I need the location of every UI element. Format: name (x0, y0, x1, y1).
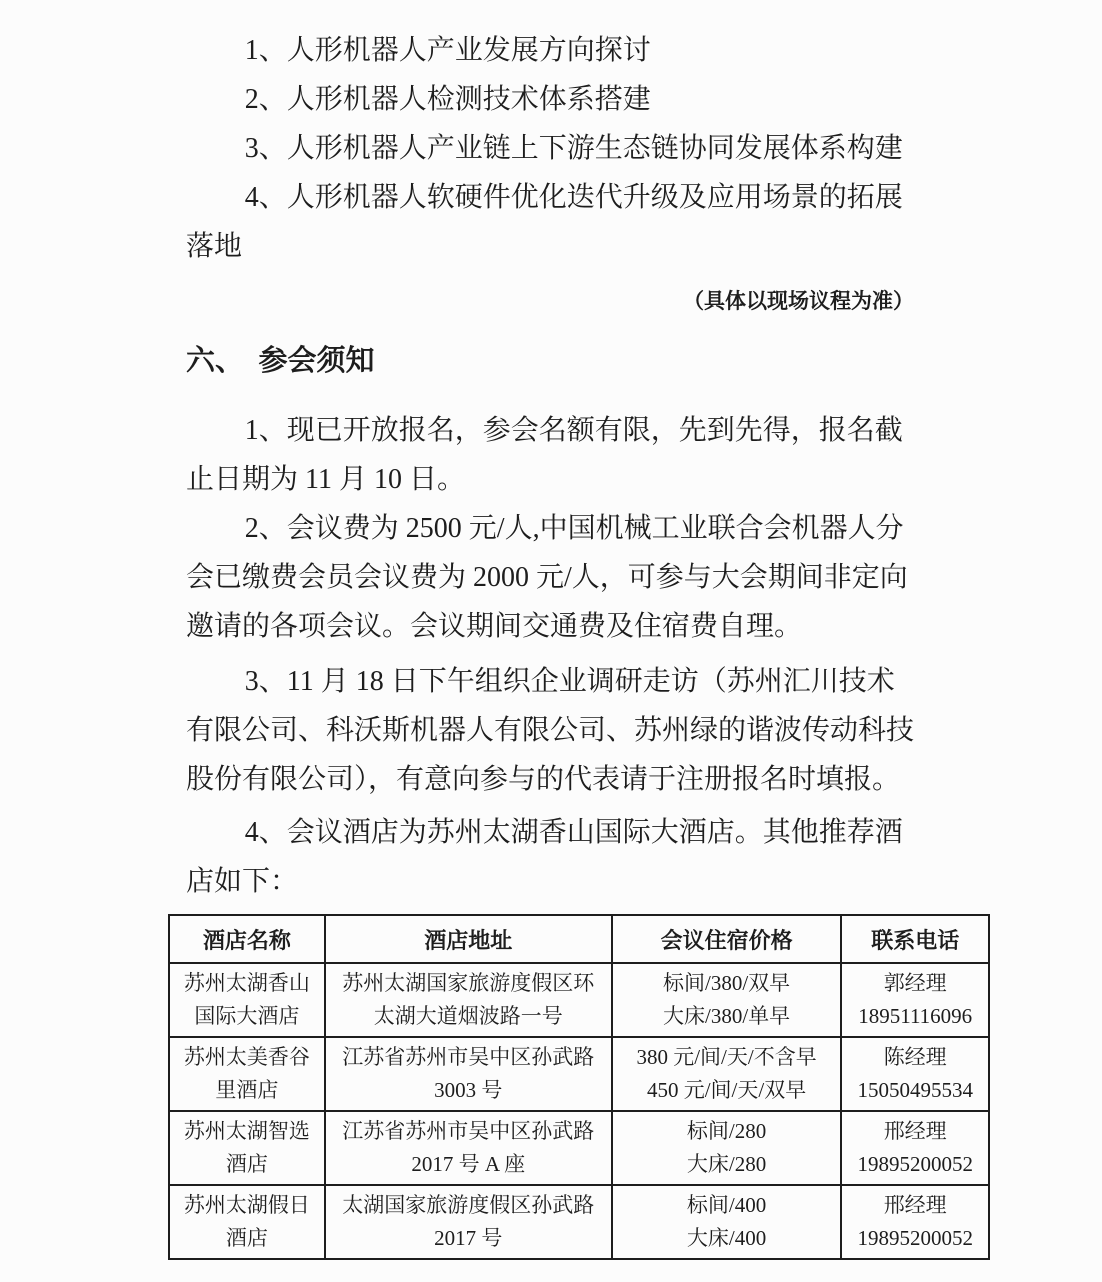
paragraph-line: 2、会议费为 2500 元/人,中国机械工业联合会机器人分 (244, 513, 904, 544)
paragraph-registration (186, 406, 940, 504)
hotel-address-cell (325, 1111, 612, 1185)
contact-phone-line: 19895200052 (857, 1226, 973, 1250)
paragraph-line: 有限公司、科沃斯机器人有限公司、苏州绿的谐波传动科技 (186, 715, 915, 746)
hotel-name-line: 里酒店 (215, 1078, 279, 1102)
hotel-price-cell (612, 1037, 842, 1111)
hotel-price-line: 标间/380/双早 (663, 971, 791, 995)
col-header-room-price: 会议住宿价格 (612, 915, 842, 963)
contact-phone-line: 19895200052 (857, 1152, 973, 1176)
hotel-price-line: 380 元/间/天/不含早 (636, 1045, 817, 1069)
hotel-price-line: 大床/400 (686, 1226, 767, 1250)
paragraph-line: 邀请的各项会议。会议期间交通费及住宿费自理。 (186, 611, 803, 642)
hotel-address-line: 苏州太湖国家旅游度假区环 (342, 971, 595, 995)
hotel-name-line: 苏州太湖香山 (183, 971, 310, 995)
hotel-name-line: 苏州太美香谷 (183, 1045, 310, 1069)
hotel-name-line: 酒店 (225, 1226, 268, 1250)
hotel-price-line: 450 元/间/天/双早 (646, 1078, 807, 1102)
col-header-contact-phone: 联系电话 (841, 915, 989, 963)
hotel-name-cell (169, 1111, 325, 1185)
section-heading: 六、 参会须知 (186, 345, 375, 377)
hotel-price-cell (612, 963, 842, 1037)
agenda-item-4: 4、人形机器人软硬件优化迭代升级及应用场景的拓展 (244, 182, 903, 213)
paragraph-line: 1、现已开放报名，参会名额有限，先到先得，报名截 (244, 415, 903, 446)
hotel-row (169, 1111, 989, 1185)
contact-name-line: 陈经理 (883, 1045, 947, 1069)
hotel-name-line: 酒店 (225, 1152, 268, 1176)
paragraph-line: 止日期为 11 月 10 日。 (186, 464, 465, 495)
hotel-address-line: 3003 号 (434, 1078, 503, 1102)
paragraph-line: 4、会议酒店为苏州太湖香山国际大酒店。其他推荐酒 (244, 817, 903, 848)
agenda-item-1: 1、人形机器人产业发展方向探讨 (244, 35, 651, 66)
hotel-address-line: 2017 号 (434, 1226, 503, 1250)
agenda-item-3: 3、人形机器人产业链上下游生态链协同发展体系构建 (244, 133, 903, 164)
hotel-contact-cell (841, 1037, 989, 1111)
hotel-row (169, 1037, 989, 1111)
hotel-table-header-row (169, 915, 989, 963)
hotel-contact-cell (841, 1111, 989, 1185)
paragraph-line: 股份有限公司），有意向参与的代表请于注册报名时填报。 (186, 764, 901, 795)
agenda-note: （具体以现场议程为准） (683, 289, 914, 313)
hotel-address-line: 太湖国家旅游度假区孙武路 (342, 1193, 595, 1217)
agenda-list (186, 26, 940, 271)
agenda-item-2: 2、人形机器人检测技术体系搭建 (244, 84, 651, 115)
col-header-hotel-address: 酒店地址 (325, 915, 612, 963)
hotel-row (169, 963, 989, 1037)
contact-name-line: 郭经理 (883, 971, 947, 995)
hotel-price-line: 标间/280 (686, 1119, 767, 1143)
hotel-address-cell (325, 963, 612, 1037)
hotel-table (168, 914, 990, 1260)
hotel-contact-cell (841, 1185, 989, 1259)
hotel-price-cell (612, 1185, 842, 1259)
paragraph-fees (186, 504, 940, 651)
contact-name-line: 邢经理 (883, 1193, 947, 1217)
contact-phone-line: 18951116096 (858, 1004, 973, 1028)
hotel-name-line: 苏州太湖假日 (183, 1193, 310, 1217)
agenda-item-4-wrap: 落地 (186, 231, 243, 262)
hotel-name-cell (169, 1185, 325, 1259)
hotel-name-line: 苏州太湖智选 (183, 1119, 310, 1143)
col-header-hotel-name: 酒店名称 (169, 915, 325, 963)
hotel-name-cell (169, 1037, 325, 1111)
hotel-price-line: 大床/280 (686, 1152, 767, 1176)
hotel-address-cell (325, 1185, 612, 1259)
hotel-price-cell (612, 1111, 842, 1185)
hotel-address-line: 2017 号 A 座 (411, 1152, 526, 1176)
paragraph-line: 店如下： (186, 866, 299, 897)
hotel-address-cell (325, 1037, 612, 1111)
hotel-name-line: 国际大酒店 (194, 1004, 300, 1028)
hotel-price-line: 大床/380/单早 (663, 1004, 791, 1028)
hotel-address-line: 太湖大道烟波路一号 (373, 1004, 563, 1028)
hotel-address-line: 江苏省苏州市吴中区孙武路 (342, 1045, 595, 1069)
document-text-block (186, 26, 940, 906)
paragraph-line: 3、11 月 18 日下午组织企业调研走访（苏州汇川技术 (244, 666, 895, 697)
contact-phone-line: 15050495534 (857, 1078, 973, 1102)
hotel-name-cell (169, 963, 325, 1037)
contact-name-line: 邢经理 (883, 1119, 947, 1143)
paragraph-hotel-intro (186, 808, 940, 906)
paragraph-company-visits (186, 657, 940, 804)
paragraph-line: 会已缴费会员会议费为 2000 元/人，可参与大会期间非定向 (186, 562, 908, 593)
hotel-row (169, 1185, 989, 1259)
hotel-price-line: 标间/400 (686, 1193, 767, 1217)
hotel-address-line: 江苏省苏州市吴中区孙武路 (342, 1119, 595, 1143)
hotel-contact-cell (841, 963, 989, 1037)
